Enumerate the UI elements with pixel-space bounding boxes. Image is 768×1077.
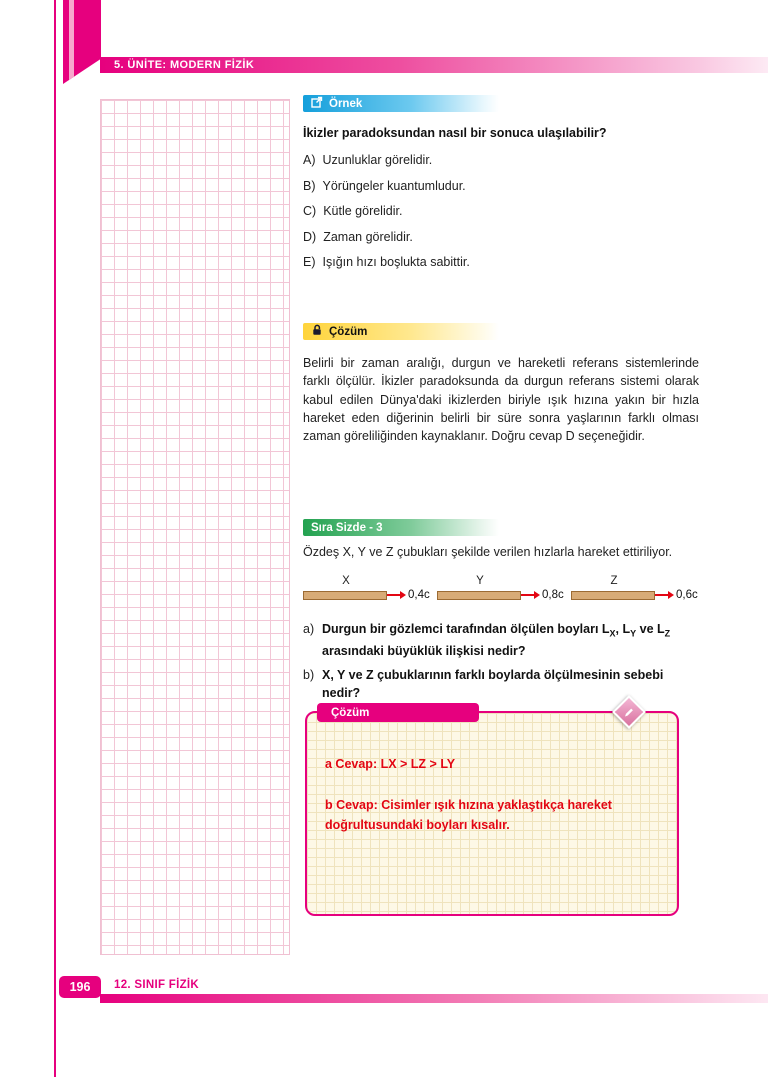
rod-y-label: Y: [476, 575, 484, 587]
item-a-text: Durgun bir gözlemci tarafından ölçülen boyları $L_X$, $L_Y$ ve $L_Z$ arasındaki büyüklük ilişkisi nedir?: [322, 622, 671, 658]
right-arrow-icon: [521, 594, 534, 596]
grid-paper-margin: [100, 99, 290, 955]
question-item-a: [303, 621, 699, 661]
rod-group-x: [303, 575, 431, 601]
rod-z-speed: 0,6c: [676, 589, 698, 601]
ornek-options: [303, 153, 699, 281]
option-b-letter: B): [303, 178, 316, 193]
option-e: [303, 255, 699, 269]
option-d-letter: D): [303, 229, 317, 244]
page-number-badge: 196: [59, 976, 101, 998]
external-link-icon: [311, 95, 323, 113]
footer-book-title: 12. SINIF FİZİK: [114, 979, 200, 991]
ornek-section-header: [303, 95, 499, 112]
answer-box-header: [317, 703, 479, 722]
lock-icon: [311, 323, 323, 341]
solution-answer-box: [305, 706, 679, 916]
option-b-text: Yörüngeler kuantumludur.: [322, 178, 466, 193]
option-c-letter: C): [303, 204, 317, 218]
ornek-question: İkizler paradoksundan nasıl bir sonuca ulaşılabilir?: [303, 126, 607, 140]
rod-group-y: [437, 575, 565, 601]
option-d: [303, 230, 699, 244]
answer-box-label: Çözüm: [331, 706, 370, 719]
item-a-prefix: a): [303, 622, 315, 636]
question-item-b: [303, 667, 699, 702]
cozum-label: Çözüm: [329, 325, 368, 338]
option-c: [303, 204, 699, 218]
option-d-text: Zaman görelidir.: [323, 229, 413, 244]
unit-bookmark-ribbon: [63, 0, 101, 84]
left-margin-line: [54, 0, 56, 1077]
rod-y-speed: 0,8c: [542, 589, 564, 601]
ornek-label: Örnek: [329, 97, 363, 110]
option-a-letter: A): [303, 153, 316, 167]
bookmark-stripe: [69, 0, 74, 84]
sira-sizde-label: Sıra Sizde - 3: [311, 521, 383, 534]
rod-x-speed: 0,4c: [408, 589, 430, 601]
rod-x: [303, 591, 387, 600]
rod-diagram: [303, 575, 699, 601]
rod-y: [437, 591, 521, 600]
item-b-prefix: b): [303, 668, 315, 682]
sira-sizde-intro: Özdeş X, Y ve Z çubukları şekilde verilen hızlarla hareket ettiriliyor.: [303, 545, 673, 559]
answer-a: a Cevap: LX > LZ > LY: [325, 757, 456, 771]
option-e-text: Işığın hızı boşlukta sabittir.: [322, 255, 470, 269]
option-a: [303, 153, 699, 167]
option-a-text: Uzunluklar görelidir.: [322, 153, 433, 167]
answer-b: b Cevap: Cisimler ışık hızına yaklaştıkça hareket doğrultusundaki boyları kısalır.: [325, 798, 612, 832]
option-b: [303, 179, 699, 193]
option-e-letter: E): [303, 255, 316, 269]
rod-group-z: [571, 575, 699, 601]
item-b-text: X, Y ve Z çubuklarının farklı boylarda ölçülmesinin sebebi nedir?: [322, 668, 664, 700]
right-arrow-icon: [655, 594, 668, 596]
footer-accent-bar: [100, 994, 768, 1003]
content-column: [303, 0, 699, 1077]
rod-z-label: Z: [610, 575, 618, 587]
cozum-section-header: [303, 323, 499, 340]
cozum-paragraph: Belirli bir zaman aralığı, durgun ve hareketli referans sistemlerinde farklı ölçülür. İkizler paradoksunda da durgun referans sistemi olarak kabul edilen Dünya'daki ikizlerden biriyle ışık hızına yakın bir hızla hareket eden diğerinin belirli bir süre sonra yaşlarının farklı olması zaman göreliliğinden kaynaklanır. Doğru cevap D seçeneğidir.: [303, 356, 699, 444]
right-arrow-icon: [387, 594, 400, 596]
rod-z: [571, 591, 655, 600]
option-c-text: Kütle görelidir.: [323, 204, 403, 218]
unit-title: 5. ÜNİTE: MODERN FİZİK: [114, 59, 255, 71]
sira-sizde-section-header: [303, 519, 499, 536]
rod-x-label: X: [342, 575, 350, 587]
